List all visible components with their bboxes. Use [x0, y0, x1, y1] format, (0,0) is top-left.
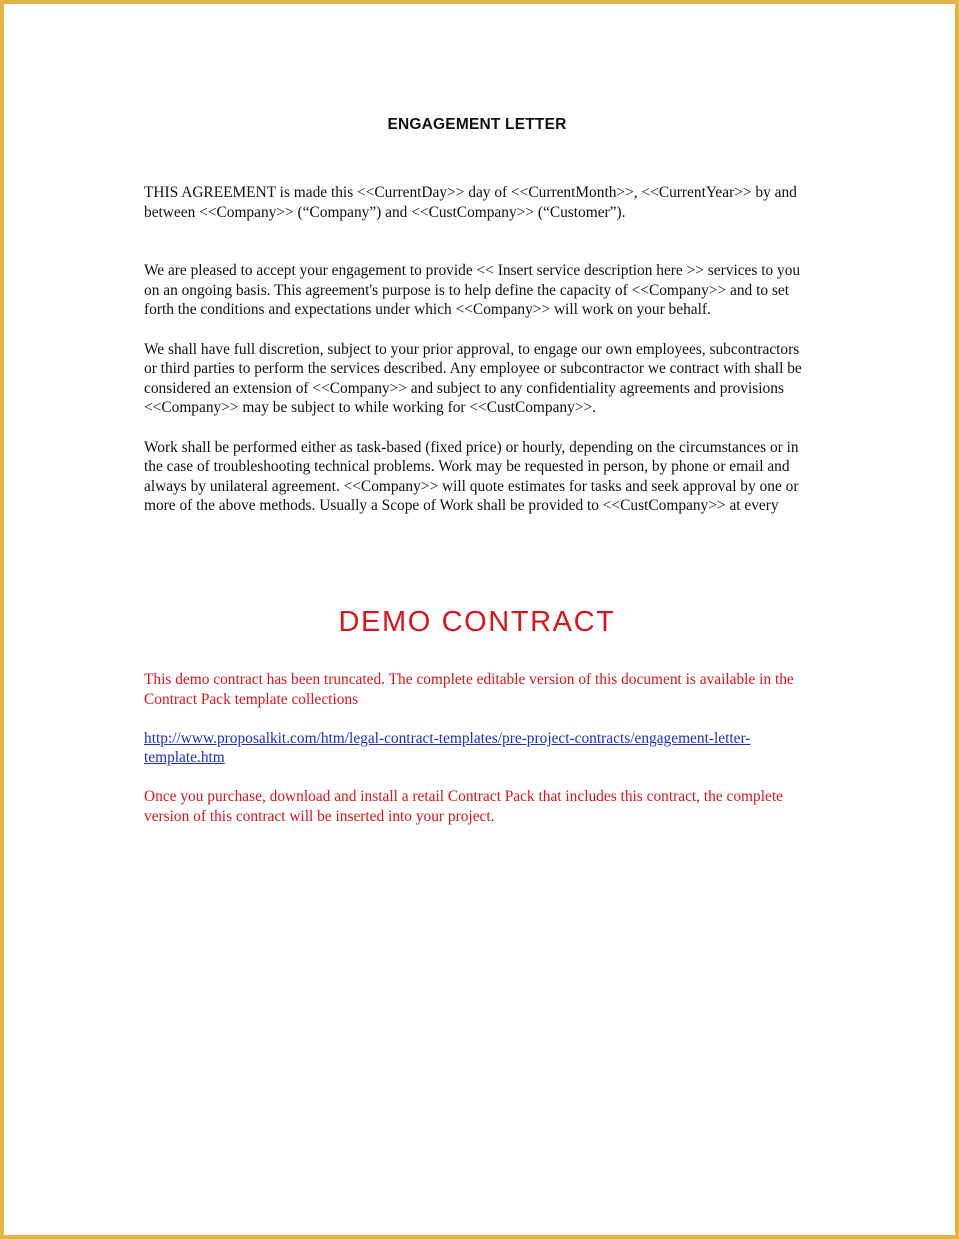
paragraph-engagement: We are pleased to accept your engagement to provide << Insert service description here >> services to you on an ongoing basis. This agreement's purpose is to help define the capacity of <<Company>> and to set forth the conditions and expectations under which <<Company>> will work on your behalf. [144, 262, 801, 319]
template-link[interactable]: http://www.proposalkit.com/htm/legal-contract-templates/pre-project-contracts/engagement-letter-template.htm [144, 729, 751, 767]
document-body [144, 114, 810, 827]
truncated-notice: This demo contract has been truncated. The complete editable version of this document is available in the Contract Pack template collections [144, 670, 794, 708]
purchase-notice: Once you purchase, download and install a retail Contract Pack that includes this contract, the complete version of this contract will be inserted into your project. [144, 788, 783, 826]
paragraph-work-terms: Work shall be performed either as task-based (fixed price) or hourly, depending on the circumstances or in the case of troubleshooting technical problems. Work may be requested in person, by phone or email and always by unilateral agreement. <<Company>> will quote estimates for tasks and seek approval by one or more of the above methods. Usually a Scope of Work shall be provided to <<CustCompany>> at every [144, 438, 799, 515]
demo-contract-heading: DEMO CONTRACT [338, 605, 616, 638]
paragraph-discretion: We shall have full discretion, subject to your prior approval, to engage our own employees, subcontractors or third parties to perform the services described. Any employee or subcontractor we contract with shall be considered an extension of <<Company>> and subject to any confidentiality agreements and provisions <<Company>> may be subject to while working for <<CustCompany>>. [144, 340, 802, 417]
agreement-intro: THIS AGREEMENT is made this <<CurrentDay>> day of <<CurrentMonth>>, <<CurrentYear>> by and between <<Company>> (“Company”) and <<CustCompany>> (“Customer”). [144, 184, 797, 221]
template-link-paragraph [144, 729, 810, 768]
document-title: ENGAGEMENT LETTER [387, 116, 567, 133]
